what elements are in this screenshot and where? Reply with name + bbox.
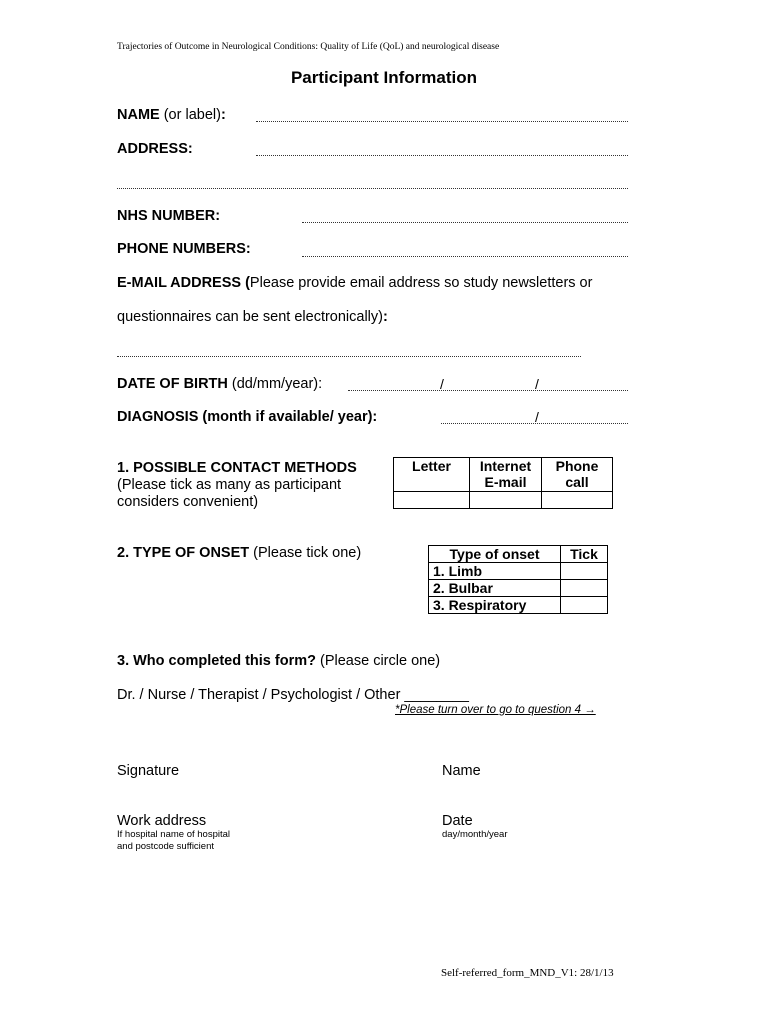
study-title: Trajectories of Outcome in Neurological Conditions: Quality of Life (QoL) and neurological disease xyxy=(117,42,500,52)
date-of-birth-field[interactable] xyxy=(348,390,628,391)
contact-methods-instructions-2: considers convenient) xyxy=(117,494,259,510)
contact-methods-heading: 1. POSSIBLE CONTACT METHODS xyxy=(117,460,357,476)
work-address-label: Work address xyxy=(117,813,207,829)
signature-label: Signature xyxy=(117,763,180,779)
onset-column-tick: Tick xyxy=(561,546,608,563)
address-field-line-1[interactable] xyxy=(256,155,628,156)
nhs-number-field[interactable] xyxy=(302,222,628,223)
email-field[interactable] xyxy=(117,356,581,357)
name-label: NAME (or label): xyxy=(117,107,226,123)
date-hint: day/month/year xyxy=(442,829,508,840)
form-id-footer: Self-referred_form_MND_V1: 28/1/13 xyxy=(441,967,614,979)
date-label: Date xyxy=(442,813,473,829)
completed-by-heading: 3. Who completed this form? (Please circle one) xyxy=(117,653,441,669)
completed-by-options[interactable]: Dr. / Nurse / Therapist / Psychologist / Other ________ xyxy=(117,687,469,703)
onset-heading: 2. TYPE OF ONSET (Please tick one) xyxy=(117,545,362,561)
address-field-line-2[interactable] xyxy=(117,188,628,189)
name-sign-label: Name xyxy=(442,763,481,779)
contact-column-letter: Letter xyxy=(394,458,470,492)
contact-methods-instructions-1: (Please tick as many as participant xyxy=(117,477,342,493)
onset-row-respiratory: 3. Respiratory xyxy=(429,597,561,614)
contact-tick-email[interactable] xyxy=(470,492,542,509)
name-field[interactable] xyxy=(256,121,628,122)
turn-over-note: *Please turn over to go to question 4 → xyxy=(395,704,596,716)
page-title: Participant Information xyxy=(290,68,478,87)
nhs-number-label: NHS NUMBER: xyxy=(117,208,221,224)
onset-tick-respiratory[interactable] xyxy=(561,597,608,614)
address-label: ADDRESS: xyxy=(117,141,193,157)
email-label: E-MAIL ADDRESS (Please provide email address so study newsletters or xyxy=(117,275,593,291)
contact-column-email: Internet E-mail xyxy=(470,458,542,492)
onset-tick-bulbar[interactable] xyxy=(561,580,608,597)
diagnosis-slash: / xyxy=(535,409,539,425)
date-of-birth-label: DATE OF BIRTH (dd/mm/year): xyxy=(117,376,323,392)
dob-slash-2: / xyxy=(535,376,539,392)
onset-row-bulbar: 2. Bulbar xyxy=(429,580,561,597)
phone-numbers-label: PHONE NUMBERS: xyxy=(117,241,251,257)
work-address-hint: If hospital name of hospital and postcode sufficient xyxy=(117,829,231,852)
onset-row-limb: 1. Limb xyxy=(429,563,561,580)
diagnosis-label: DIAGNOSIS (month if available/ year): xyxy=(117,409,378,425)
contact-methods-table xyxy=(393,457,613,509)
contact-tick-phone[interactable] xyxy=(542,492,613,509)
onset-column-type: Type of onset xyxy=(429,546,561,563)
onset-table xyxy=(428,545,608,614)
onset-tick-limb[interactable] xyxy=(561,563,608,580)
phone-numbers-field[interactable] xyxy=(302,256,628,257)
dob-slash-1: / xyxy=(440,376,444,392)
contact-tick-letter[interactable] xyxy=(394,492,470,509)
email-label-continued: questionnaires can be sent electronically): xyxy=(117,309,388,325)
contact-column-phone: Phone call xyxy=(542,458,613,492)
